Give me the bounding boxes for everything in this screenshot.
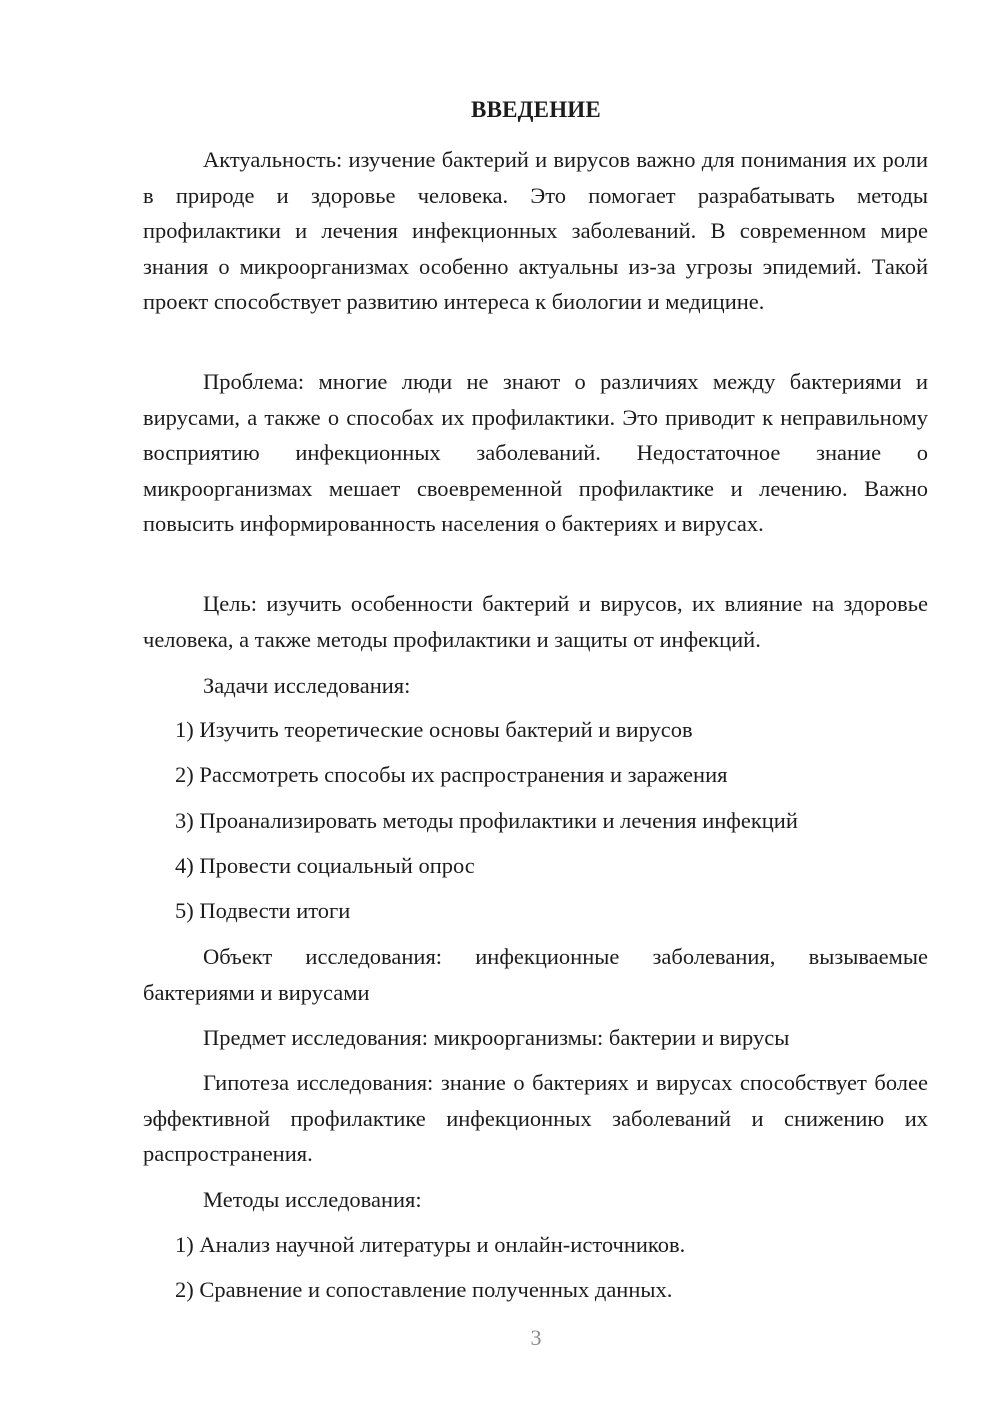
hypothesis-paragraph: Гипотеза исследования: знание о бактериях и вирусах способствует более эффективной профилактике инфекционных заболеваний и снижению их распространения. <box>143 1070 928 1166</box>
methods-heading: Методы исследования: <box>203 1187 422 1212</box>
object-paragraph: Объект исследования: инфекционные заболевания, вызываемые бактериями и вирусами <box>143 944 928 1005</box>
page-title: ВВЕДЕНИЕ <box>471 97 601 122</box>
task-item: 4) Провести социальный опрос <box>175 853 475 878</box>
method-item: 2) Сравнение и сопоставление полученных данных. <box>175 1277 673 1302</box>
goal-paragraph: Цель: изучить особенности бактерий и вирусов, их влияние на здоровье человека, а также методы профилактики и защиты от инфекций. <box>143 591 928 652</box>
relevance-paragraph: Актуальность: изучение бактерий и вирусов важно для понимания их роли в природе и здоровье человека. Это помогает разрабатывать методы профилактики и лечения инфекционных заболеваний. В современном мире знания о микроорганизмах особенно актуальны из-за угрозы эпидемий. Такой проект способствует развитию интереса к биологии и медицине. <box>143 147 928 314</box>
problem-paragraph: Проблема: многие люди не знают о различиях между бактериями и вирусами, а также о способах их профилактики. Это приводит к неправильному восприятию инфекционных заболеваний. Недостаточное знание о микроорганизмах мешает своевременной профилактике и лечению. Важно повысить информированность населения о бактериях и вирусах. <box>143 369 928 536</box>
tasks-heading: Задачи исследования: <box>203 673 411 698</box>
task-item: 1) Изучить теоретические основы бактерий и вирусов <box>175 717 693 742</box>
task-item: 2) Рассмотреть способы их распространения и заражения <box>175 762 728 787</box>
task-item: 3) Проанализировать методы профилактики и лечения инфекций <box>175 808 798 833</box>
subject-paragraph: Предмет исследования: микроорганизмы: бактерии и вирусы <box>203 1025 790 1050</box>
method-item: 1) Анализ научной литературы и онлайн-источников. <box>175 1232 686 1257</box>
task-item: 5) Подвести итоги <box>175 898 351 923</box>
page-number: 3 <box>530 1325 542 1350</box>
